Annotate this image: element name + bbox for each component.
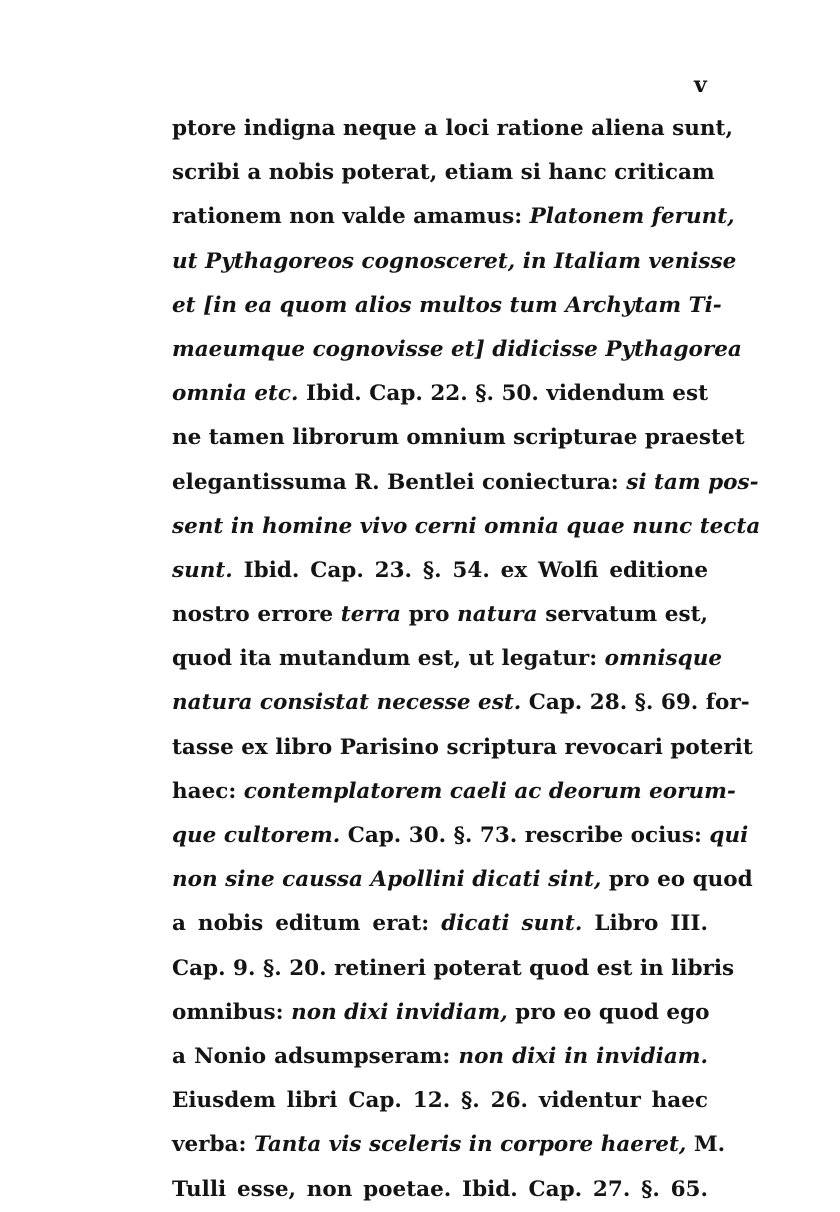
text-line [172, 858, 753, 902]
italic-text: non dixi in invidiam. [458, 1043, 709, 1069]
page-number: v [694, 72, 707, 98]
roman-text: Cap. 9. §. 20. retineri poterat quod est in libris [172, 955, 735, 981]
text-line [172, 991, 708, 1035]
roman-text: ne tamen librorum omnium scripturae praestet [172, 425, 745, 451]
roman-text: Tulli esse, non poetae. Ibid. Cap. 27. §. 65. [172, 1176, 708, 1202]
italic-text: natura [457, 602, 538, 628]
italic-text: ut Pythagoreos cognosceret, in Italiam venisse [172, 248, 737, 274]
roman-text: M. [686, 1132, 726, 1158]
roman-text: scribi a nobis poterat, etiam si hanc criticam [172, 160, 715, 186]
italic-text: non dixi invidiam, [291, 999, 508, 1025]
italic-text: dicati sunt. [441, 911, 583, 937]
italic-text: qui [709, 823, 749, 848]
roman-text: Libro III. [582, 911, 708, 937]
roman-text: verba: [172, 1132, 254, 1158]
text-line [172, 1168, 708, 1212]
text-line [172, 814, 749, 858]
roman-text: servatum est, [537, 602, 709, 628]
roman-text: pro eo quod [601, 867, 753, 893]
italic-text: maeumque cognovisse et] didicisse Pythagorea [172, 336, 742, 362]
text-line [172, 902, 708, 946]
italic-text: sent in homine vivo cerni omnia quae nunc tecta [172, 513, 761, 539]
text-line [172, 947, 735, 991]
italic-text: omnisque [604, 646, 723, 672]
roman-text: rationem non valde amamus: [172, 204, 530, 230]
italic-text: et [in ea quom alios multos tum Archytam Ti- [172, 292, 722, 318]
roman-text: pro eo quod ego [507, 999, 710, 1025]
roman-text: pro [401, 602, 458, 628]
text-line [172, 1079, 708, 1123]
text-line [172, 1123, 726, 1167]
roman-text: Cap. 30. §. 73. rescribe ocius: [340, 823, 710, 848]
italic-text: que cultorem. [172, 823, 341, 848]
text-line [172, 372, 708, 416]
roman-text: Eiusdem libri Cap. 12. §. 26. videntur haec [172, 1088, 708, 1114]
text-line [172, 770, 736, 814]
text-line [172, 107, 733, 151]
text-line [172, 416, 745, 460]
italic-text: terra [340, 602, 401, 628]
text-line [172, 1035, 708, 1079]
italic-text: natura consistat necesse est. [172, 690, 522, 716]
text-line [172, 637, 723, 681]
roman-text: Cap. 28. §. 69. for- [521, 690, 750, 716]
text-line [172, 681, 750, 725]
text-line [172, 240, 737, 284]
italic-text: omnia etc. [172, 381, 299, 407]
italic-text: contemplatorem caeli ac deorum eorum- [243, 778, 736, 804]
roman-text: haec: [172, 778, 244, 804]
text-line [172, 151, 715, 195]
roman-text: omnibus: [172, 999, 292, 1025]
text-line [172, 195, 735, 239]
italic-text: sunt. [172, 557, 233, 583]
body-text [172, 107, 761, 1212]
roman-text: ptore indigna neque a loci ratione aliena sunt, [172, 116, 733, 141]
italic-text: si tam pos- [626, 469, 759, 495]
roman-text: Ibid. Cap. 22. §. 50. videndum est [298, 381, 709, 407]
roman-text: a Nonio adsumpseram: [172, 1043, 459, 1069]
text-line [172, 328, 742, 372]
text-line [172, 461, 759, 505]
italic-text: Platonem ferunt, [529, 204, 735, 230]
roman-text: a nobis editum erat: [172, 911, 442, 937]
text-line [172, 726, 753, 770]
text-line [172, 284, 722, 328]
italic-text: Tanta vis sceleris in corpore haeret, [253, 1132, 687, 1158]
roman-text: quod ita mutandum est, ut legatur: [172, 646, 605, 672]
text-line [172, 505, 761, 549]
roman-text: tasse ex libro Parisino scriptura revocari poterit [172, 734, 753, 760]
text-line [172, 549, 708, 593]
roman-text: elegantissuma R. Bentlei coniectura: [172, 469, 627, 495]
italic-text: non sine caussa Apollini dicati sint, [172, 867, 602, 893]
roman-text: nostro errore [172, 602, 341, 628]
text-line [172, 593, 708, 637]
roman-text: Ibid. Cap. 23. §. 54. ex Wolfi editione [232, 557, 708, 583]
